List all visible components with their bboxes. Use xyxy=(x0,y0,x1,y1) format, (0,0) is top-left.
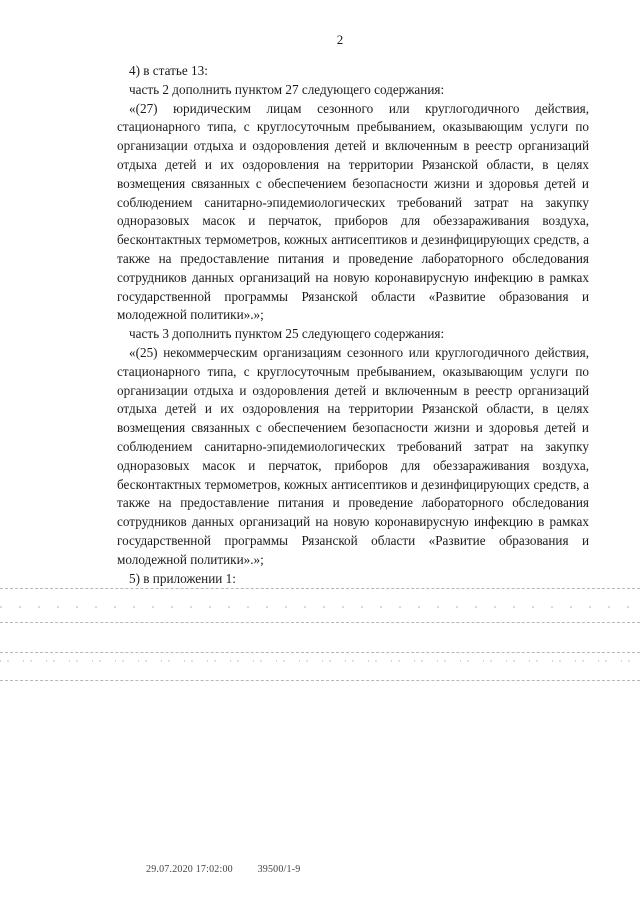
footer-document-id: 39500/1-9 xyxy=(257,864,301,875)
scan-noise xyxy=(0,660,640,662)
footer-timestamp: 29.07.2020 17:02:00 xyxy=(146,864,233,875)
scan-line xyxy=(0,680,640,681)
paragraph-appendix-1-heading: 5) в приложении 1: xyxy=(129,570,236,586)
scan-line xyxy=(0,588,640,589)
paragraph-item-25: «(25) некоммерческим организациям сезонного или круглогодичного действия, стационарного типа, с круглосуточным пребыванием, оказывающим услуги по организации отдыха и оздоровления детей и включенным в реестр организаций отдыха детей и их оздоровления на территории Рязанской области, в целях возмещения связанных с обеспечением безопасности жизни и здоровья детей и соблюдением санитарно-эпидемиологических требований затрат на закупку одноразовых масок и перчаток, приборов для обеззараживания воздуха, бесконтактных термометров, кожных антисептиков и дезинфицирующих средств, а также на предоставление питания и проведение лабораторного обследования сотрудников данных организаций на новую коронавирусную инфекцию в рамках государственной программы Рязанской области «Развитие образования и молодежной политики».»; xyxy=(117,344,589,567)
scan-line xyxy=(0,622,640,623)
document-body xyxy=(117,62,589,588)
paragraph-article-13-heading: 4) в статье 13: xyxy=(129,63,208,78)
paragraph-part-3-intro: часть 3 дополнить пунктом 25 следующего содержания: xyxy=(129,326,445,342)
page-number: 2 xyxy=(336,32,344,47)
scan-noise xyxy=(0,606,640,608)
scan-line xyxy=(0,652,640,653)
footer xyxy=(146,864,300,875)
paragraph-part-2-intro: часть 2 дополнить пунктом 27 следующего содержания: xyxy=(129,81,445,97)
paragraph-item-27: «(27) юридическим лицам сезонного или круглогодичного действия, стационарного типа, с круглосуточным пребыванием, оказывающим услуги по организации отдыха и оздоровления детей и включенным в реестр организаций отдыха детей и их оздоровления на территории Рязанской области, в целях возмещения связанных с обеспечением безопасности жизни и здоровья детей и соблюдением санитарно-эпидемиологических требований затрат на закупку одноразовых масок и перчаток, приборов для обеззараживания воздуха, бесконтактных термометров, кожных антисептиков и дезинфицирующих средств, а также на предоставление питания и проведение лабораторного обследования сотрудников данных организаций на новую коронавирусную инфекцию в рамках государственной программы Рязанской области «Развитие образования и молодежной политики».»; xyxy=(117,100,589,323)
